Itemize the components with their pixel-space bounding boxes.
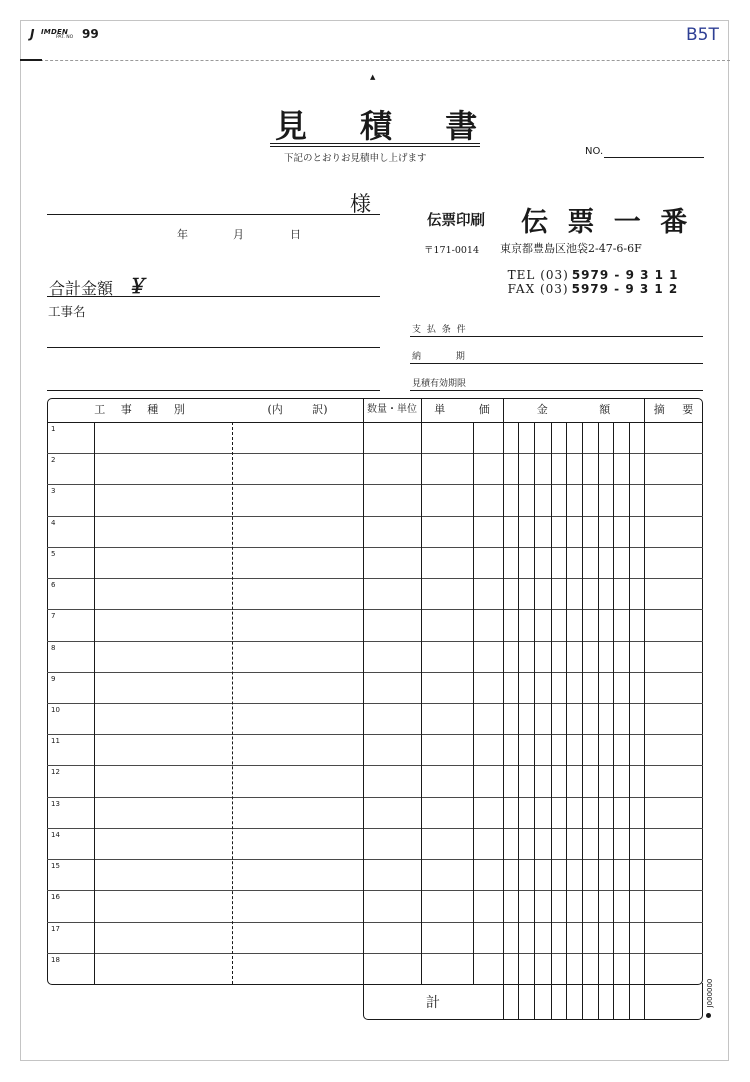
header-quantity-unit: 数量・単位 — [367, 404, 417, 415]
row-divider — [47, 890, 703, 891]
header-unit-price: 単 価 — [434, 403, 490, 416]
row-divider — [47, 953, 703, 954]
fax-label: FAX (03) — [507, 282, 569, 296]
validity-period-label: 見積有効期限 — [412, 379, 467, 389]
validity-period-field[interactable] — [410, 376, 703, 391]
row-number: 2 — [51, 456, 56, 465]
title-underline — [270, 143, 480, 144]
date-month-label: 月 — [233, 228, 244, 241]
column-divider — [363, 398, 364, 984]
row-divider — [47, 703, 703, 704]
issuer-tag: 伝票印刷 — [427, 213, 485, 229]
total-row-label: 計 — [426, 995, 440, 1011]
row-divider — [47, 828, 703, 829]
table-row[interactable] — [48, 890, 702, 921]
row-number: 11 — [51, 737, 60, 746]
header-breakdown: (内 訳) — [267, 403, 328, 416]
column-divider — [551, 422, 552, 1019]
row-number: 13 — [51, 799, 60, 808]
table-row[interactable] — [48, 578, 702, 609]
row-divider — [47, 453, 703, 454]
table-row[interactable] — [48, 453, 702, 484]
row-divider — [47, 734, 703, 735]
row-divider — [47, 609, 703, 610]
size-code: B5T — [686, 25, 719, 45]
title-underline — [270, 146, 480, 147]
form-dot — [706, 1013, 711, 1018]
row-divider — [47, 641, 703, 642]
column-divider — [94, 422, 95, 984]
header-work-type: 工 事 種 別 — [94, 403, 185, 416]
row-divider — [47, 484, 703, 485]
row-number: 15 — [51, 862, 60, 871]
table-row[interactable] — [48, 828, 702, 859]
column-divider — [582, 422, 583, 1019]
form-code: J000000 — [706, 978, 714, 1008]
table-row[interactable] — [48, 547, 702, 578]
row-number: 12 — [51, 768, 60, 777]
brand-name: IMDEN — [41, 28, 69, 36]
issuer-address: 東京都豊島区池袋2-47-6-6F — [500, 242, 642, 255]
doc-number-field[interactable] — [604, 145, 704, 158]
column-divider — [629, 422, 630, 1019]
header-amount: 金 額 — [536, 403, 611, 416]
delivery-date-label: 納 期 — [412, 352, 465, 362]
patent-number: 99 — [82, 27, 99, 41]
tel-number: 5979 - 9 3 1 1 — [571, 268, 679, 282]
column-divider — [613, 422, 614, 1019]
row-number: 18 — [51, 955, 60, 964]
date-year-label: 年 — [177, 228, 188, 241]
row-number: 6 — [51, 581, 56, 590]
document-title: 見 積 書 — [275, 107, 478, 145]
header-remarks: 摘 要 — [653, 403, 694, 416]
brand-logo — [30, 27, 100, 41]
project-name-field[interactable] — [47, 363, 380, 391]
table-row[interactable] — [48, 672, 702, 703]
row-divider — [47, 797, 703, 798]
perforation-line — [20, 60, 730, 61]
row-divider — [47, 672, 703, 673]
delivery-date-field[interactable] — [410, 349, 703, 364]
row-number: 1 — [51, 425, 56, 433]
table-row[interactable] — [48, 484, 702, 515]
row-divider — [47, 516, 703, 517]
table-row[interactable] — [48, 765, 702, 796]
table-row[interactable] — [48, 703, 702, 734]
row-number: 9 — [51, 674, 56, 683]
row-number: 4 — [51, 518, 56, 527]
row-divider — [47, 765, 703, 766]
column-divider — [421, 398, 422, 984]
patent-label: PAT. NO — [56, 35, 74, 40]
project-name-field[interactable] — [47, 320, 380, 348]
column-divider — [566, 422, 567, 1019]
top-marker: ▲ — [370, 73, 376, 81]
row-divider — [47, 578, 703, 579]
issuer-postal-code: 〒171-0014 — [424, 245, 480, 256]
customer-honorific: 様 — [350, 192, 371, 216]
table-row[interactable] — [48, 516, 702, 547]
fax-number: 5979 - 9 3 1 2 — [571, 282, 679, 296]
document-subtitle: 下記のとおりお見積申し上げます — [284, 153, 427, 164]
row-divider — [47, 547, 703, 548]
project-name-label: 工事名 — [48, 304, 86, 319]
row-number: 17 — [51, 924, 60, 933]
tel-label: TEL (03) — [507, 268, 569, 282]
yen-sign: ￥ — [126, 274, 146, 298]
column-divider — [598, 422, 599, 1019]
customer-name-field[interactable] — [47, 190, 380, 215]
payment-terms-label: 支 払 条 件 — [412, 325, 466, 335]
row-number: 5 — [51, 549, 56, 558]
doc-number-label: NO. — [585, 146, 604, 157]
column-divider — [518, 422, 519, 1019]
row-number: 14 — [51, 830, 60, 839]
column-divider — [473, 422, 474, 984]
row-number: 8 — [51, 643, 56, 652]
issuer-name: 伝 票 一 番 — [521, 207, 688, 238]
table-row[interactable] — [48, 641, 702, 672]
row-divider — [47, 922, 703, 923]
table-row[interactable] — [48, 953, 702, 984]
table-row[interactable] — [48, 609, 702, 640]
row-number: 10 — [51, 706, 60, 714]
row-number: 16 — [51, 893, 60, 902]
row-divider — [47, 859, 703, 860]
table-row[interactable] — [48, 734, 702, 765]
table-row[interactable] — [48, 859, 702, 890]
date-day-label: 日 — [290, 228, 301, 241]
table-row[interactable] — [48, 422, 702, 453]
row-number: 3 — [51, 487, 56, 496]
table-row[interactable] — [48, 922, 702, 953]
table-row[interactable] — [48, 797, 702, 828]
payment-terms-field[interactable] — [410, 322, 703, 337]
column-divider — [534, 422, 535, 1019]
row-number: 7 — [51, 612, 56, 621]
cut-mark — [20, 59, 42, 61]
column-divider — [644, 398, 645, 1019]
total-amount-label: 合計金額 — [49, 279, 114, 298]
date-field[interactable] — [150, 222, 320, 240]
column-divider — [503, 398, 504, 1019]
column-divider — [232, 422, 233, 984]
brand-mark: J — [30, 27, 35, 41]
issuer-fax — [500, 268, 678, 296]
